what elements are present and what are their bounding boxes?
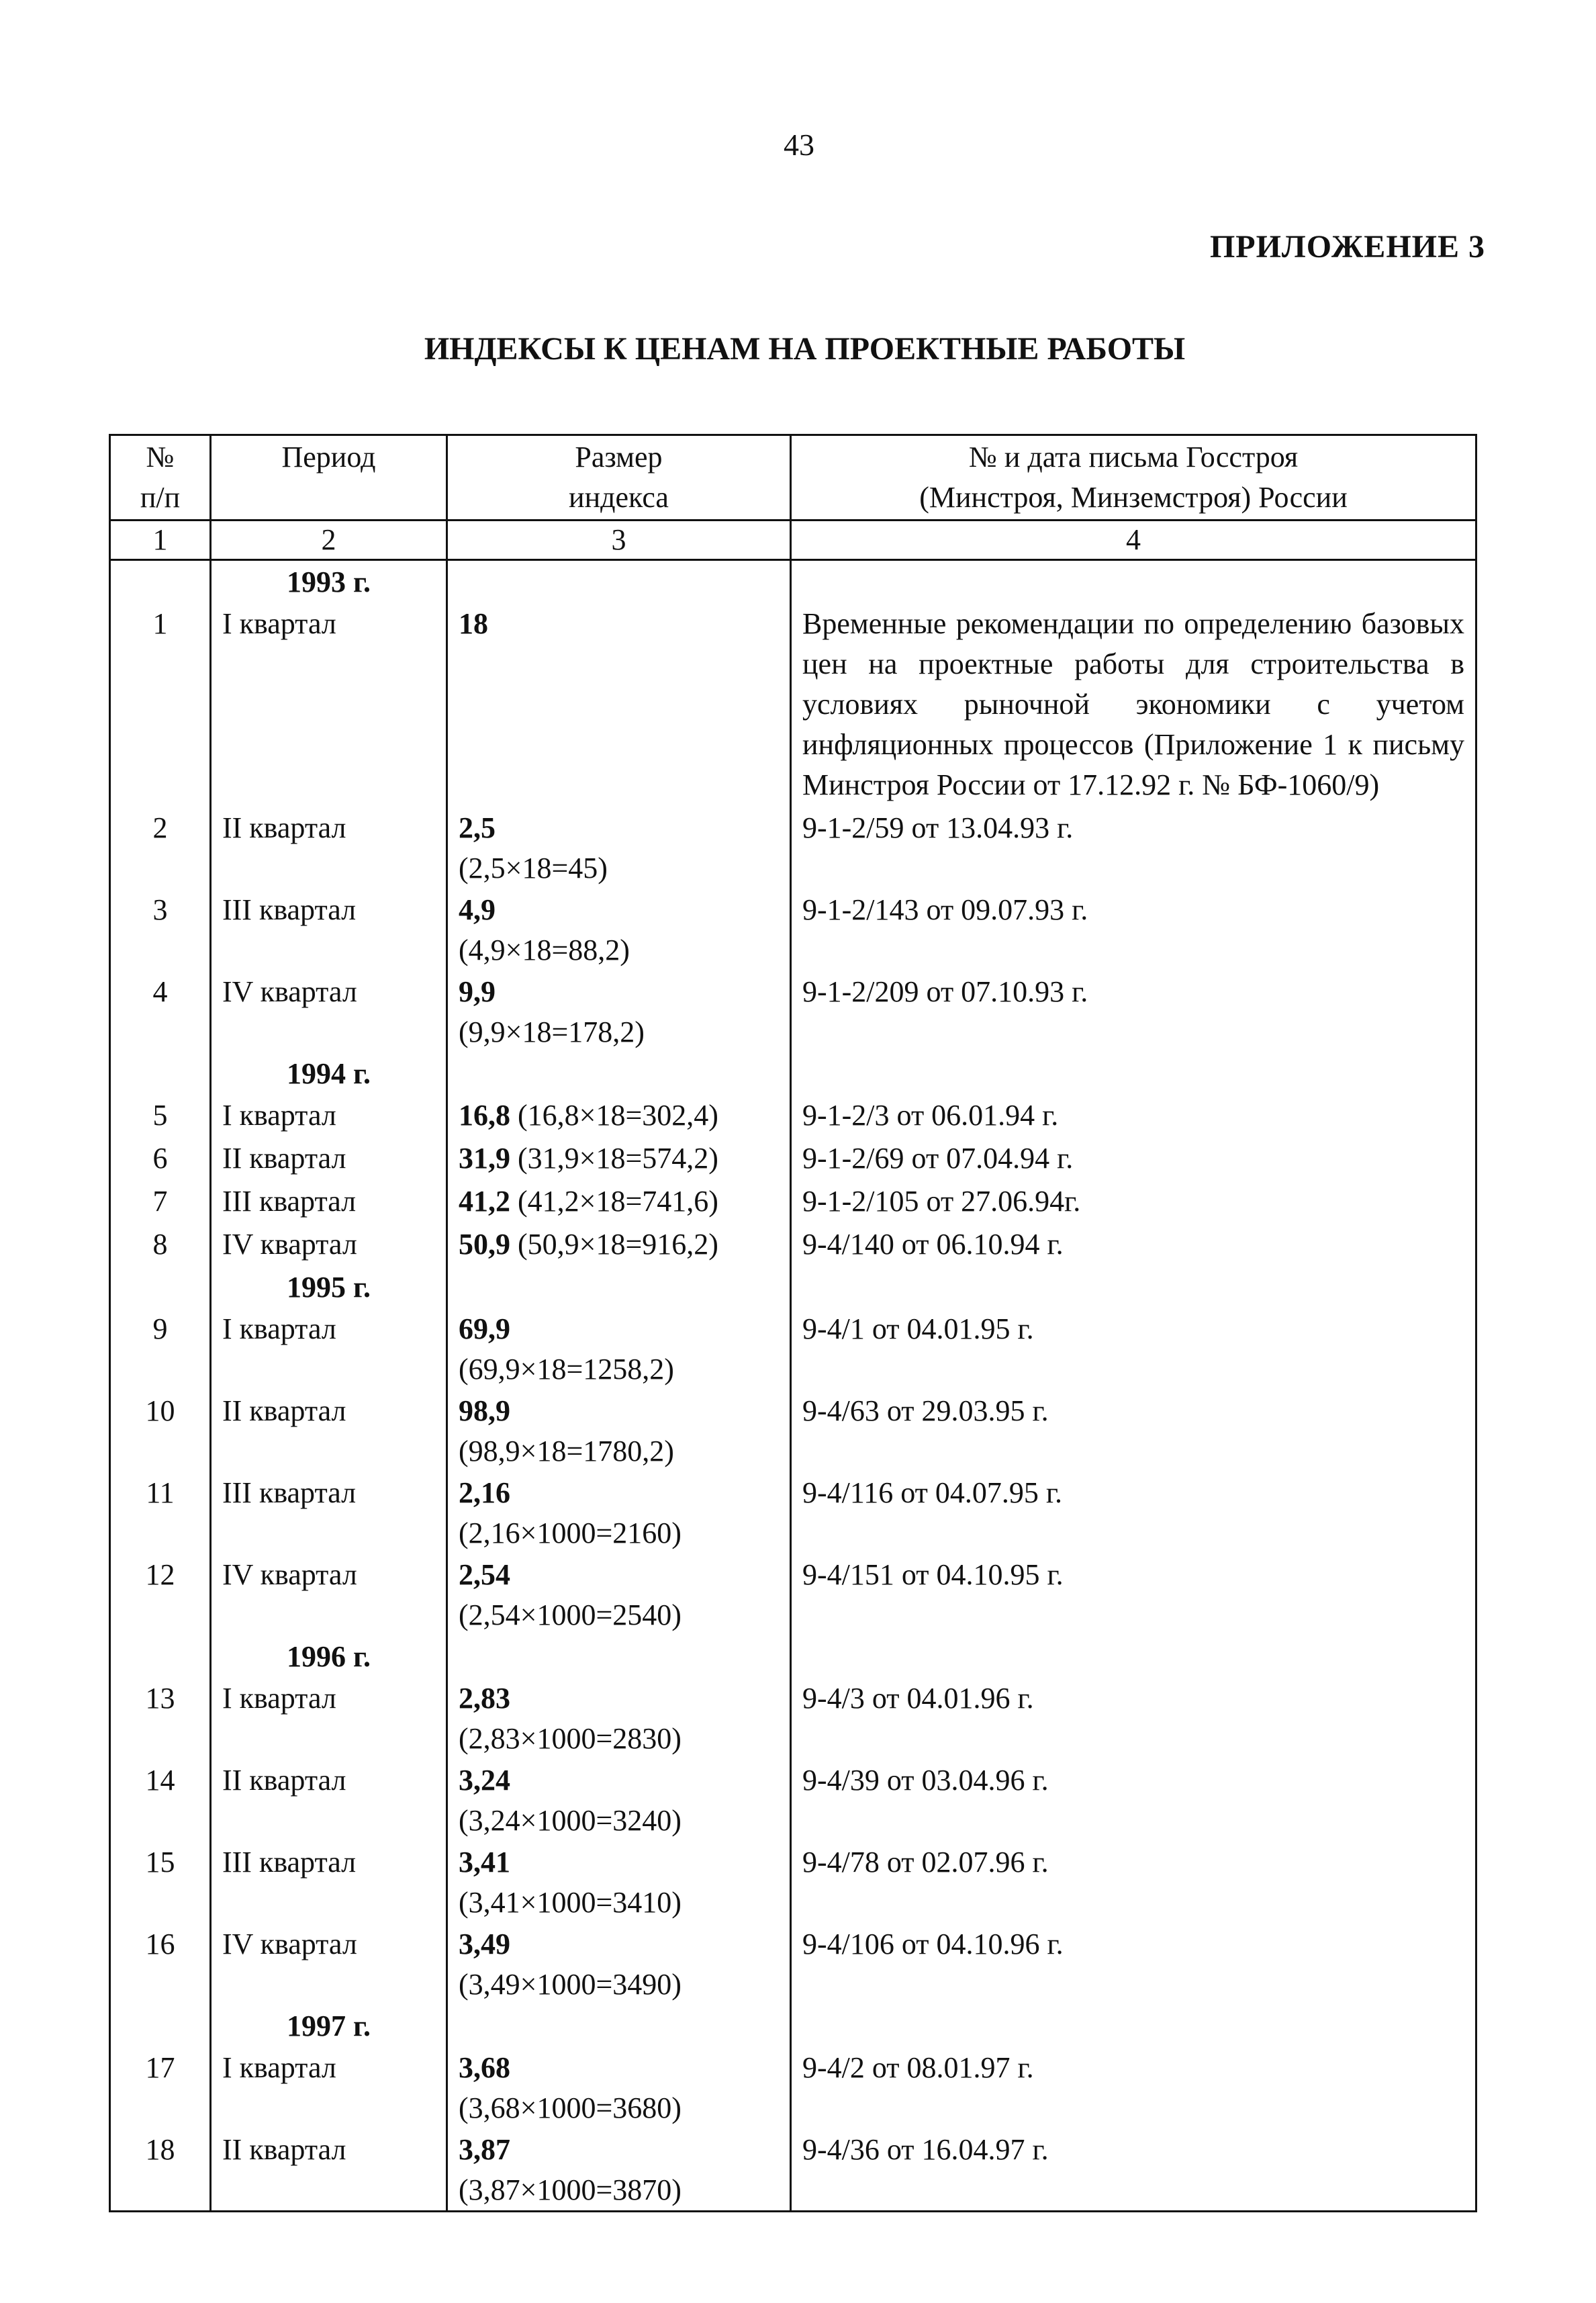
row-period: III квартал [211, 1841, 447, 1923]
table-row [110, 1094, 1476, 1137]
year-letter-cell [791, 1052, 1476, 1094]
row-index [447, 1308, 791, 1390]
row-index [447, 1472, 791, 1553]
row-index [447, 2046, 791, 2128]
table-row [110, 602, 1476, 807]
year-num-cell [110, 1266, 211, 1308]
row-number: 7 [110, 1180, 211, 1223]
row-letter-reference: 9-4/116 от 04.07.95 г. [791, 1472, 1476, 1553]
header-letter-line1: № и дата письма Госстроя [968, 441, 1299, 473]
row-index [447, 1923, 791, 2005]
index-calculation: (3,49×1000=3490) [459, 1968, 682, 2001]
header-period-line1: Период [281, 441, 376, 473]
row-period: II квартал [211, 1759, 447, 1841]
index-calculation: (4,9×18=88,2) [459, 934, 630, 966]
row-index [447, 1553, 791, 1635]
row-period: II квартал [211, 1390, 447, 1472]
table-row [110, 1308, 1476, 1390]
index-value: 18 [459, 607, 488, 640]
index-value: 50,9 [459, 1228, 510, 1261]
row-letter-reference: 9-1-2/105 от 27.06.94г. [791, 1180, 1476, 1223]
year-heading: 1997 г. [211, 2005, 447, 2046]
index-calculation: (3,41×1000=3410) [459, 1886, 682, 1919]
column-number: 3 [447, 521, 791, 560]
row-letter-reference: 9-4/2 от 08.01.97 г. [791, 2046, 1476, 2128]
row-number: 2 [110, 807, 211, 889]
header-num-line2: п/п [140, 481, 181, 514]
index-calculation: (2,83×1000=2830) [459, 1722, 682, 1755]
row-period: IV квартал [211, 1553, 447, 1635]
row-period: IV квартал [211, 1223, 447, 1266]
row-number: 1 [110, 602, 211, 807]
row-number: 17 [110, 2046, 211, 2128]
year-index-cell [447, 1052, 791, 1094]
row-period: III квартал [211, 1180, 447, 1223]
row-period: I квартал [211, 1677, 447, 1759]
row-letter-reference: 9-4/78 от 02.07.96 г. [791, 1841, 1476, 1923]
index-value: 2,5 [459, 811, 496, 844]
header-index-line1: Размер [575, 441, 663, 473]
year-num-cell [110, 1052, 211, 1094]
row-letter-reference: 9-4/3 от 04.01.96 г. [791, 1677, 1476, 1759]
index-calculation: (31,9×18=574,2) [518, 1142, 718, 1175]
row-index [447, 1390, 791, 1472]
table-row [110, 1553, 1476, 1635]
index-value: 2,16 [459, 1476, 510, 1509]
year-heading-row [110, 1635, 1476, 1677]
row-number: 16 [110, 1923, 211, 2005]
year-heading-row [110, 2005, 1476, 2046]
index-value: 41,2 [459, 1185, 510, 1218]
row-period: III квартал [211, 889, 447, 970]
row-index [447, 1137, 791, 1180]
index-calculation: (16,8×18=302,4) [518, 1099, 718, 1132]
row-period: II квартал [211, 2128, 447, 2212]
table-row [110, 2128, 1476, 2212]
row-number: 9 [110, 1308, 211, 1390]
page-number: 43 [784, 128, 814, 162]
row-letter-reference: 9-4/1 от 04.01.95 г. [791, 1308, 1476, 1390]
document-title: ИНДЕКСЫ К ЦЕНАМ НА ПРОЕКТНЫЕ РАБОТЫ [424, 331, 1186, 367]
year-heading-row [110, 1052, 1476, 1094]
index-value: 3,49 [459, 1928, 510, 1960]
table-row [110, 1841, 1476, 1923]
header-num-line1: № [146, 441, 175, 473]
year-num-cell [110, 560, 211, 603]
row-letter-reference: 9-1-2/69 от 07.04.94 г. [791, 1137, 1476, 1180]
year-index-cell [447, 2005, 791, 2046]
row-number: 6 [110, 1137, 211, 1180]
row-period: I квартал [211, 1094, 447, 1137]
table-header-row [110, 435, 1476, 521]
row-index [447, 807, 791, 889]
index-value: 69,9 [459, 1312, 510, 1345]
row-number: 8 [110, 1223, 211, 1266]
row-index [447, 889, 791, 970]
table-row [110, 1923, 1476, 2005]
column-number: 4 [791, 521, 1476, 560]
row-letter-reference: 9-4/39 от 03.04.96 г. [791, 1759, 1476, 1841]
price-index-table [109, 434, 1477, 2212]
index-calculation: (3,87×1000=3870) [459, 2173, 682, 2206]
row-number: 5 [110, 1094, 211, 1137]
row-number: 10 [110, 1390, 211, 1472]
column-number: 2 [211, 521, 447, 560]
index-value: 31,9 [459, 1142, 510, 1175]
row-number: 4 [110, 970, 211, 1052]
year-heading: 1994 г. [211, 1052, 447, 1094]
row-number: 13 [110, 1677, 211, 1759]
header-num [110, 435, 211, 521]
row-period: II квартал [211, 1137, 447, 1180]
row-letter-reference: 9-4/63 от 29.03.95 г. [791, 1390, 1476, 1472]
row-period: IV квартал [211, 1923, 447, 2005]
index-value: 98,9 [459, 1394, 510, 1427]
row-letter-reference: 9-4/151 от 04.10.95 г. [791, 1553, 1476, 1635]
index-value: 3,87 [459, 2133, 510, 2166]
row-period: III квартал [211, 1472, 447, 1553]
header-index-line2: индекса [569, 481, 669, 514]
index-value: 9,9 [459, 975, 496, 1008]
row-index [447, 1094, 791, 1137]
year-heading: 1995 г. [211, 1266, 447, 1308]
appendix-label: ПРИЛОЖЕНИЕ 3 [1209, 229, 1485, 265]
row-index [447, 1677, 791, 1759]
row-index [447, 1759, 791, 1841]
header-letter [791, 435, 1476, 521]
row-period: I квартал [211, 602, 447, 807]
year-index-cell [447, 1635, 791, 1677]
row-period: I квартал [211, 1308, 447, 1390]
row-letter-reference: 9-1-2/143 от 09.07.93 г. [791, 889, 1476, 970]
table-row [110, 970, 1476, 1052]
table-row [110, 1137, 1476, 1180]
row-index [447, 1841, 791, 1923]
year-letter-cell [791, 2005, 1476, 2046]
index-value: 2,54 [459, 1558, 510, 1591]
index-value: 2,83 [459, 1682, 510, 1715]
index-calculation: (2,54×1000=2540) [459, 1598, 682, 1631]
year-letter-cell [791, 1266, 1476, 1308]
table-row [110, 2046, 1476, 2128]
row-letter-reference: 9-4/106 от 04.10.96 г. [791, 1923, 1476, 2005]
table-row [110, 1390, 1476, 1472]
header-period [211, 435, 447, 521]
index-value: 3,41 [459, 1846, 510, 1879]
row-period: IV квартал [211, 970, 447, 1052]
year-letter-cell [791, 560, 1476, 603]
index-value: 16,8 [459, 1099, 510, 1132]
row-index [447, 970, 791, 1052]
index-calculation: (98,9×18=1780,2) [459, 1435, 674, 1467]
row-number: 11 [110, 1472, 211, 1553]
table-row [110, 1223, 1476, 1266]
row-index [447, 2128, 791, 2212]
table-row [110, 1472, 1476, 1553]
column-number: 1 [110, 521, 211, 560]
year-heading-row [110, 1266, 1476, 1308]
row-period: II квартал [211, 807, 447, 889]
row-number: 12 [110, 1553, 211, 1635]
header-letter-line2: (Минстроя, Минземстроя) России [919, 481, 1348, 514]
index-calculation: (41,2×18=741,6) [518, 1185, 718, 1218]
year-heading: 1993 г. [211, 560, 447, 603]
row-number: 14 [110, 1759, 211, 1841]
year-num-cell [110, 1635, 211, 1677]
table-row [110, 889, 1476, 970]
index-calculation: (2,5×18=45) [459, 852, 608, 885]
table-row [110, 1180, 1476, 1223]
index-calculation: (3,68×1000=3680) [459, 2091, 682, 2124]
table-row [110, 1759, 1476, 1841]
index-value: 3,68 [459, 2051, 510, 2084]
row-letter-reference: 9-1-2/209 от 07.10.93 г. [791, 970, 1476, 1052]
row-index [447, 602, 791, 807]
index-calculation: (50,9×18=916,2) [518, 1228, 718, 1261]
index-calculation: (2,16×1000=2160) [459, 1517, 682, 1549]
row-index [447, 1180, 791, 1223]
row-number: 15 [110, 1841, 211, 1923]
row-index [447, 1223, 791, 1266]
table-body [110, 560, 1476, 2212]
header-index [447, 435, 791, 521]
row-letter-reference: 9-4/140 от 06.10.94 г. [791, 1223, 1476, 1266]
table-row [110, 1677, 1476, 1759]
table-row [110, 807, 1476, 889]
index-calculation: (3,24×1000=3240) [459, 1804, 682, 1837]
index-value: 4,9 [459, 893, 496, 926]
year-index-cell [447, 560, 791, 603]
row-letter-reference: 9-4/36 от 16.04.97 г. [791, 2128, 1476, 2212]
year-num-cell [110, 2005, 211, 2046]
row-period: I квартал [211, 2046, 447, 2128]
index-value: 3,24 [459, 1764, 510, 1797]
index-calculation: (69,9×18=1258,2) [459, 1353, 674, 1386]
row-letter-reference: 9-1-2/3 от 06.01.94 г. [791, 1094, 1476, 1137]
row-letter-reference: 9-1-2/59 от 13.04.93 г. [791, 807, 1476, 889]
row-number: 18 [110, 2128, 211, 2212]
row-letter-reference: Временные рекомендации по определению базовых цен на проектные работы для строительства в условиях рыночной экономики с учетом инфляционных процессов (Приложение 1 к письму Минстроя России от 17.12.92 г. № БФ-1060/9) [791, 602, 1476, 807]
column-number-row [110, 521, 1476, 560]
index-calculation: (9,9×18=178,2) [459, 1015, 645, 1048]
year-heading: 1996 г. [211, 1635, 447, 1677]
year-letter-cell [791, 1635, 1476, 1677]
year-heading-row [110, 560, 1476, 603]
year-index-cell [447, 1266, 791, 1308]
row-number: 3 [110, 889, 211, 970]
